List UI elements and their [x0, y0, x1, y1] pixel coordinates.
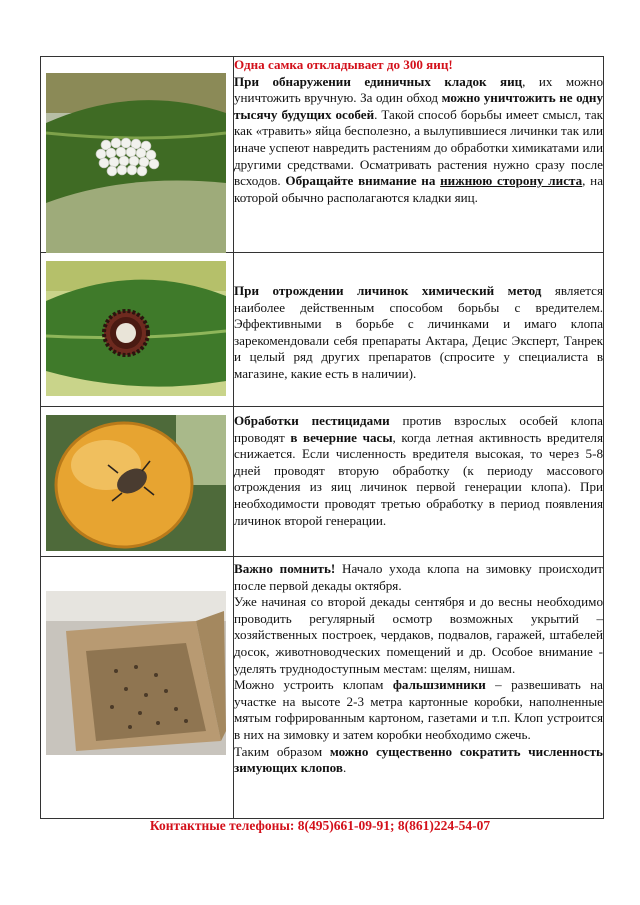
text: Начало ухода клопа на зимовку происходит после первой декады октября.	[234, 561, 603, 593]
photo-cell	[41, 57, 234, 253]
info-table	[40, 56, 604, 819]
text-cell	[234, 57, 604, 253]
text-bold: Важно помнить!	[234, 561, 336, 576]
table-row	[41, 557, 604, 819]
text: , когда летная активность вредителя снижается. Если численность вредителя высокая, то через 5-8 дней проводят вторую обработку (к периоду массового отрождения из яиц личинок первой генерации клопа). При необходимости проводят третью обработку в период появления личинок второй генерации.	[234, 429, 603, 528]
text-bold: При обнаружении единичных кладок яиц	[234, 73, 523, 89]
text-bold: можно существенно сократить численность зимующих клопов	[234, 743, 603, 776]
larvae-photo	[46, 261, 226, 396]
text: Таким образом	[234, 743, 330, 759]
text-bold: можно уничтожить не одну тысячу будущих особей	[234, 90, 603, 122]
egg-cluster-photo	[46, 73, 226, 253]
text: против взрослых особей клопа проводят	[234, 413, 603, 445]
table-row	[41, 57, 604, 253]
text-bold: Обращайте внимание на	[285, 173, 441, 189]
photo-cell	[41, 253, 234, 407]
text-bold-underlined: нижнюю сторону листа	[440, 173, 583, 189]
table-row	[41, 253, 604, 407]
text: .	[342, 760, 347, 776]
contact-phones: Контактные телефоны: 8(495)661-09-91; 8(861)224-54-07	[149, 818, 491, 833]
text: Уже начиная со второй декады сентября и до весны необходимо проводить регулярный осмотр возможных укрытий – хозяйственных построек, чердаков, подвалов, гаражей, штабелей досок, животноводческих помещений и др. Особое внимание - уделять труднодоступным местам: щелям, нишам.	[234, 594, 603, 676]
text: – развешивать на участке на высоте 2-3 метра картонные коробки, наполненные мятым гофрированным картоном, газетами и т.п. Клоп устроится в них на зимовку и затем коробки необходимо сжечь.	[234, 677, 603, 742]
text: , на которой обычно располагаются кладки яиц.	[234, 173, 603, 205]
text-bold: При отрождении личинок химический метод	[234, 283, 542, 298]
text: , их можно уничтожить вручную. За один обход	[234, 73, 603, 106]
text: Можно устроить клопам	[234, 677, 393, 693]
bug-on-fruit-photo	[46, 415, 226, 551]
text-bold: в вечерние часы	[290, 429, 393, 445]
photo-cell	[41, 407, 234, 557]
text-cell	[234, 253, 604, 407]
text-bold: Обработки пестицидами	[234, 413, 390, 428]
text-cell	[234, 407, 604, 557]
eggs-heading: Одна самка откладывает до 300 яиц!	[234, 57, 453, 72]
cardboard-box-photo	[46, 591, 226, 755]
text-bold: фальшзимники	[392, 677, 486, 693]
text: . Такой способ борьбы имеет смысл, так как «травить» яйца бесполезно, а вылупившиеся личинки так или иначе успеют навредить растениям до обработки химикатами или другими средствами. Осматривать растения нужно сразу после всходов.	[234, 106, 603, 189]
photo-cell	[41, 557, 234, 819]
text: является наиболее действенным способом борьбы с вредителем. Эффективными в борьбе с личинками и имаго клопа зарекомендовали себя препараты Актара, Децис Эксперт, Танрек и целый ряд других препаратов (спросите у специалиста в магазине, какие есть в наличии).	[234, 283, 604, 381]
text-cell	[234, 557, 604, 819]
table-row	[41, 407, 604, 557]
